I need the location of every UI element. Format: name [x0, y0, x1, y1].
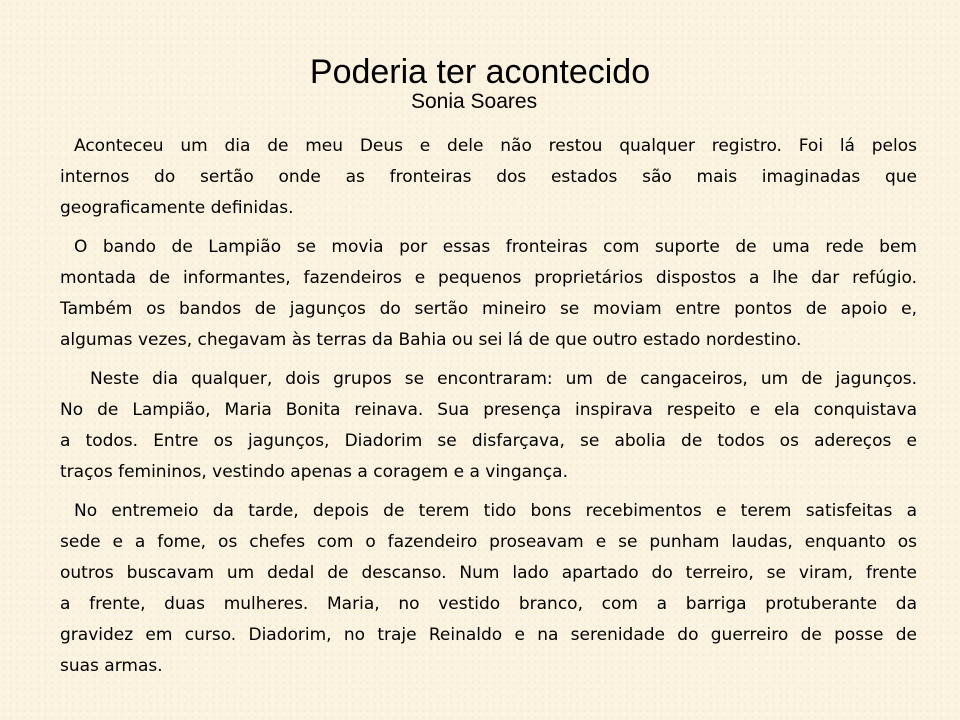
- paragraph-1: [60, 131, 917, 224]
- paragraph-line: O bando de Lampião se movia por essas fronteiras com suporte de uma rede bem: [74, 237, 917, 257]
- paragraph-line: Aconteceu um dia de meu Deus e dele não restou qualquer registro. Foi lá pelos: [74, 136, 917, 156]
- paragraph-line: a frente, duas mulheres. Maria, no vestido branco, com a barriga protuberante da: [60, 594, 917, 614]
- document-author: Sonia Soares: [411, 90, 538, 113]
- paragraph-line: algumas vezes, chegavam às terras da Bahia ou sei lá de que outro estado nordestino.: [60, 330, 802, 350]
- paragraph-2: [60, 232, 917, 356]
- paragraph-line: outros buscavam um dedal de descanso. Num lado apartado do terreiro, se viram, frente: [60, 563, 917, 583]
- paragraph-line: montada de informantes, fazendeiros e pequenos proprietários dispostos a lhe dar refúgio.: [60, 268, 917, 288]
- document-body: [60, 131, 917, 690]
- paragraph-line: Neste dia qualquer, dois grupos se encontraram: um de cangaceiros, um de jagunços.: [90, 369, 917, 389]
- paragraph-line: suas armas.: [60, 656, 163, 676]
- paragraph-line: sede e a fome, os chefes com o fazendeiro proseavam e se punham laudas, enquanto os: [60, 532, 917, 552]
- paragraph-line: a todos. Entre os jagunços, Diadorim se disfarçava, se abolia de todos os adereços e: [60, 431, 917, 451]
- paragraph-line: geograficamente definidas.: [60, 198, 294, 218]
- paragraph-line: traços femininos, vestindo apenas a coragem e a vingança.: [60, 462, 568, 482]
- document-title: Poderia ter acontecido: [309, 53, 651, 91]
- paragraph-4: [60, 496, 917, 682]
- paragraph-line: internos do sertão onde as fronteiras dos estados são mais imaginadas que: [60, 167, 917, 187]
- paragraph-line: gravidez em curso. Diadorim, no traje Reinaldo e na serenidade do guerreiro de posse de: [60, 625, 917, 645]
- paragraph-line: No de Lampião, Maria Bonita reinava. Sua presença inspirava respeito e ela conquistava: [60, 400, 917, 420]
- paragraph-line: Também os bandos de jagunços do sertão mineiro se moviam entre pontos de apoio e,: [60, 299, 917, 319]
- paragraph-line: No entremeio da tarde, depois de terem tido bons recebimentos e terem satisfeitas a: [74, 501, 917, 521]
- paragraph-3: [60, 364, 917, 488]
